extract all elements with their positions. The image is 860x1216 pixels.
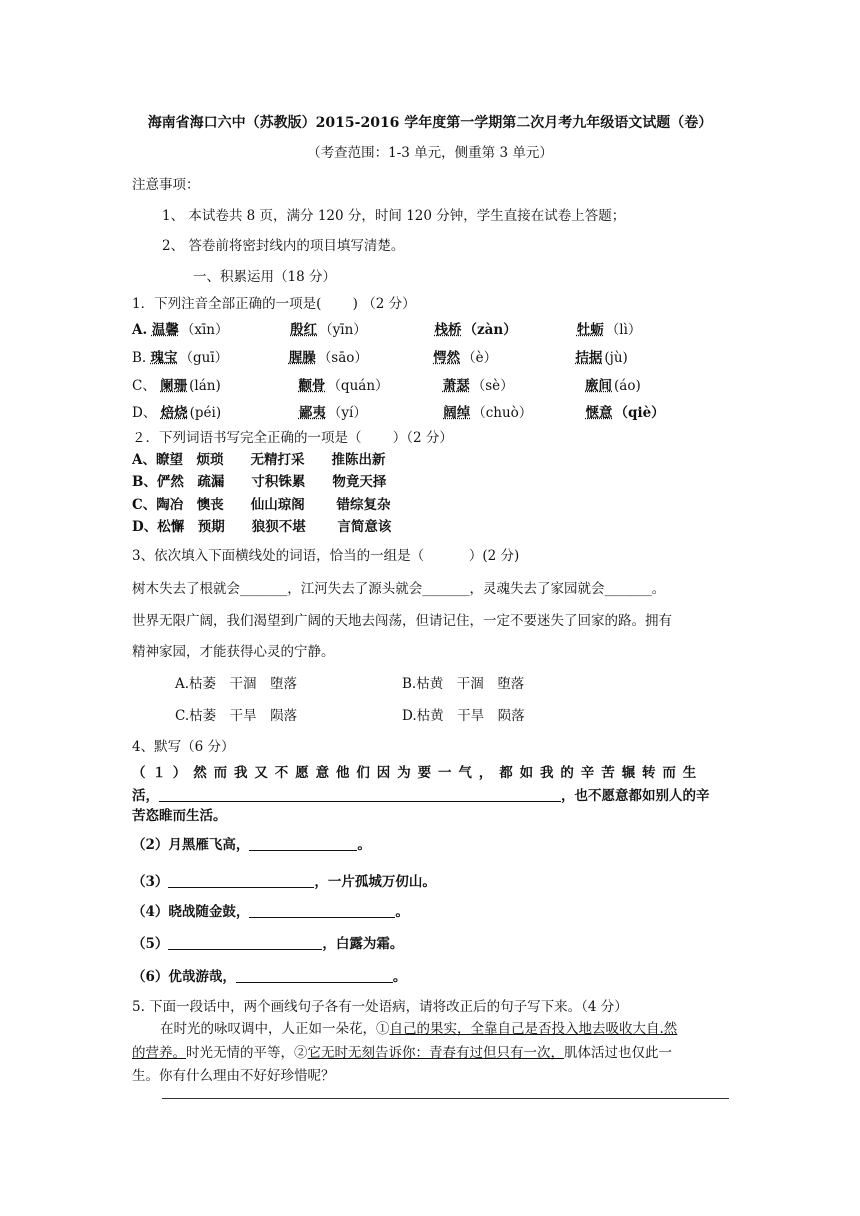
q3-stem: 3、依次填入下面横线处的词语，恰当的一组是（ ）(2 分) [132,548,520,564]
q1-option-label: C、 [132,378,156,394]
q4-item-1-line-3: 苦恣睢而生活。 [132,808,227,824]
q1-word: 愕然 [433,350,461,366]
q5-text: 肌体活过也仅此一 [564,1045,672,1061]
q1-word: 廒间 [585,378,613,394]
q4-item-6-prefix: （6）优哉游哉， [132,969,236,985]
q1-pinyin: （chuò） [472,405,533,421]
q1-word: 瑰宝 [150,350,178,366]
q1-pinyin: （è） [462,350,498,366]
q4-item-2-prefix: （2）月黑雁飞高， [132,837,250,853]
q4-item-4-prefix: （4）晓战随金鼓， [132,904,250,920]
q4-item-2 [132,835,371,855]
q1-pinyin: (jù) [604,350,628,366]
q4-item-3-suffix: ，一片孤城万仞山。 [314,874,436,890]
q1-word: 殷红 [290,322,318,338]
notes-item-1: 1、 本试卷共 8 页，满分 120 分，时间 120 分钟，学生直接在试卷上答题； [162,208,626,224]
q4-item-5 [132,934,403,954]
q5-text: 时光无情的平等，② [186,1045,308,1061]
q1-word: 颧骨 [298,378,326,394]
q5-underlined-sentence-2: 它无时无刻告诉你：青春有过但只有一次， [307,1045,564,1061]
q4-blank-2[interactable] [249,836,357,851]
q1-pinyin: （zàn） [463,322,517,338]
q2-option-c: C、陶冶 懊丧 仙山琼阁 错综复杂 [132,497,391,513]
q5-underlined-sentence-1-end: 的营养。 [132,1045,186,1061]
q4-item-4 [132,902,409,922]
q4-blank-4[interactable] [249,903,395,918]
q3-passage-line-2: 世界无限广阔，我们渴望到广阔的天地去闯荡，但请记住，一定不要迷失了回家的路。拥有 [132,613,672,629]
q1-pinyin: （sāo） [317,350,368,366]
q1-pinyin: (lán) [189,378,221,394]
q1-option-label: D、 [132,405,157,421]
q3-option-c: C.枯萎 干旱 陨落 [175,708,298,724]
q4-item-3 [132,872,436,892]
notes-heading: 注意事项： [132,177,200,193]
q1-word: 栈桥 [434,322,462,338]
q4-blank-1[interactable] [159,787,561,802]
q1-pinyin: (péi) [189,405,222,421]
q1-pinyin: （guī） [179,350,229,366]
section-1-title: 一、积累运用（18 分） [193,269,336,285]
q1-pinyin: （sè） [471,378,514,394]
q4-blank-5[interactable] [168,935,322,950]
q3-option-a: A.枯萎 干涸 堕落 [175,676,298,692]
q3-option-d: D.枯黄 干旱 陨落 [402,708,525,724]
notes-item-2: 2、 答卷前将密封线内的项目填写清楚。 [162,238,405,254]
q2-option-d: D、松懈 预期 狼狈不堪 言简意该 [132,519,392,535]
q5-underlined-sentence-1: 自己的果实，全靠自己是否投入地去吸收大自.然 [389,1021,678,1037]
q1-stem: 1．下列注音全部正确的一项是( ) （2 分） [132,296,416,312]
q4-item-1-prefix: 活， [132,788,159,804]
q1-option-d [132,403,687,423]
q1-word: 阔绰 [443,405,471,421]
q5-answer-line[interactable] [162,1098,729,1099]
q1-option-label: B. [132,350,151,366]
q4-blank-3[interactable] [168,873,314,888]
q4-item-5-prefix: （5） [132,936,169,952]
q1-pinyin: （yí） [327,405,367,421]
q1-word: 拮据 [575,350,603,366]
q4-item-1-line-1: （１）然而我又不愿意他们因为要一气，都如我的辛苦辗转而生 [132,765,704,781]
q5-passage-line-3: 生。你有什么理由不好好珍惜呢？ [132,1068,335,1084]
q3-passage-line-3: 精神家园，才能获得心灵的宁静。 [132,644,335,660]
q1-option-c [132,376,663,396]
q1-option-a [132,320,663,340]
q1-pinyin: (áo) [614,378,641,394]
q4-item-5-suffix: ，白露为霜。 [322,936,404,952]
q1-word: 鄙夷 [298,405,326,421]
q1-pinyin: （lì） [605,322,642,338]
q5-passage-line-2 [132,1043,672,1063]
q1-word: 阑珊 [160,378,188,394]
q4-item-1-line-2 [132,786,710,806]
q1-pinyin: （qiè） [614,405,665,421]
q4-stem: 4、默写（6 分） [132,739,235,755]
q4-item-4-suffix: 。 [395,904,409,920]
q2-stem: ２．下列词语书写完全正确的一项是（ ）（2 分） [132,430,453,446]
q1-word: 萧瑟 [442,378,470,394]
q4-item-6 [132,967,406,987]
page-subtitle: （考查范围：1-3 单元，侧重第 3 单元） [307,145,553,161]
q1-pinyin: （yīn） [319,322,367,338]
q1-word: 温馨 [151,322,179,338]
page-title: 海南省海口六中（苏教版）2015-2016 学年度第一学期第二次月考九年级语文试题（卷） [147,115,713,131]
q4-item-3-prefix: （3） [132,874,169,890]
q3-passage-line-1: 树木失去了根就会_______，江河失去了源头就会_______，灵魂失去了家园就会_______。 [132,581,666,597]
q2-option-a: A、瞭望 烦琐 无精打采 推陈出新 [132,452,386,468]
q5-passage-line-1 [160,1019,677,1039]
q1-pinyin: （xīn） [180,322,229,338]
q5-stem: 5. 下面一段话中，两个画线句子各有一处语病，请将改正后的句子写下来。（4 分） [132,999,628,1015]
q3-option-b: B.枯黄 干涸 堕落 [402,676,525,692]
q1-option-label: A. [132,322,152,338]
q1-option-b [132,348,650,368]
q2-option-b: B、俨然 疏漏 寸积铢累 物竟天择 [132,474,387,490]
q4-blank-6[interactable] [236,968,393,983]
q5-text: 在时光的咏叹调中，人正如一朵花，① [160,1021,390,1037]
q4-item-1-suffix: ，也不愿意都如别人的辛 [561,788,710,804]
q1-word: 焙烧 [160,405,188,421]
q4-item-6-suffix: 。 [392,969,407,985]
q1-word: 牡蛎 [576,322,604,338]
q4-item-2-suffix: 。 [357,837,371,853]
q1-word: 腥臊 [288,350,316,366]
q1-word: 惬意 [585,405,613,421]
q1-pinyin: （quán） [327,378,389,394]
